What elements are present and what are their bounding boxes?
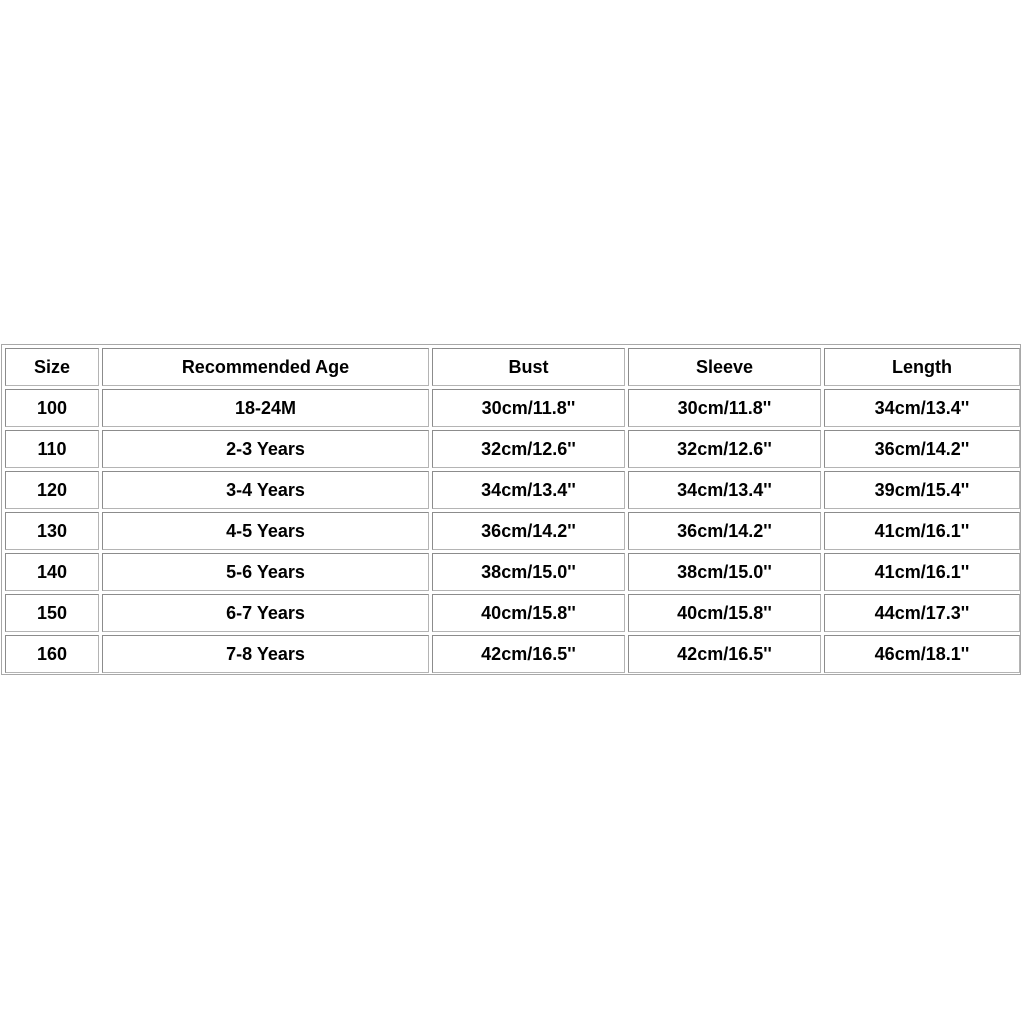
cell-bust: 34cm/13.4'' — [432, 471, 625, 509]
header-recommended-age: Recommended Age — [102, 348, 429, 386]
table-row — [5, 635, 1020, 673]
cell-length: 41cm/16.1'' — [824, 553, 1020, 591]
cell-age: 7-8 Years — [102, 635, 429, 673]
table-row — [5, 553, 1020, 591]
cell-size: 140 — [5, 553, 99, 591]
cell-sleeve: 32cm/12.6'' — [628, 430, 821, 468]
cell-size: 110 — [5, 430, 99, 468]
cell-age: 5-6 Years — [102, 553, 429, 591]
cell-age: 3-4 Years — [102, 471, 429, 509]
cell-size: 120 — [5, 471, 99, 509]
cell-sleeve: 42cm/16.5'' — [628, 635, 821, 673]
cell-sleeve: 36cm/14.2'' — [628, 512, 821, 550]
table-row — [5, 512, 1020, 550]
cell-bust: 38cm/15.0'' — [432, 553, 625, 591]
cell-sleeve: 38cm/15.0'' — [628, 553, 821, 591]
cell-size: 150 — [5, 594, 99, 632]
cell-length: 46cm/18.1'' — [824, 635, 1020, 673]
cell-sleeve: 34cm/13.4'' — [628, 471, 821, 509]
cell-bust: 30cm/11.8'' — [432, 389, 625, 427]
cell-length: 41cm/16.1'' — [824, 512, 1020, 550]
cell-bust: 42cm/16.5'' — [432, 635, 625, 673]
cell-length: 44cm/17.3'' — [824, 594, 1020, 632]
table-row — [5, 471, 1020, 509]
cell-age: 4-5 Years — [102, 512, 429, 550]
cell-size: 160 — [5, 635, 99, 673]
cell-size: 100 — [5, 389, 99, 427]
cell-size: 130 — [5, 512, 99, 550]
cell-age: 6-7 Years — [102, 594, 429, 632]
cell-length: 36cm/14.2'' — [824, 430, 1020, 468]
header-row — [5, 348, 1020, 386]
table-row — [5, 389, 1020, 427]
cell-bust: 32cm/12.6'' — [432, 430, 625, 468]
header-length: Length — [824, 348, 1020, 386]
cell-sleeve: 30cm/11.8'' — [628, 389, 821, 427]
header-bust: Bust — [432, 348, 625, 386]
size-chart — [1, 344, 1021, 675]
cell-length: 34cm/13.4'' — [824, 389, 1020, 427]
cell-age: 18-24M — [102, 389, 429, 427]
cell-bust: 40cm/15.8'' — [432, 594, 625, 632]
table-row — [5, 594, 1020, 632]
cell-bust: 36cm/14.2'' — [432, 512, 625, 550]
cell-age: 2-3 Years — [102, 430, 429, 468]
header-sleeve: Sleeve — [628, 348, 821, 386]
header-size: Size — [5, 348, 99, 386]
table-row — [5, 430, 1020, 468]
cell-length: 39cm/15.4'' — [824, 471, 1020, 509]
cell-sleeve: 40cm/15.8'' — [628, 594, 821, 632]
size-table — [2, 345, 1023, 676]
